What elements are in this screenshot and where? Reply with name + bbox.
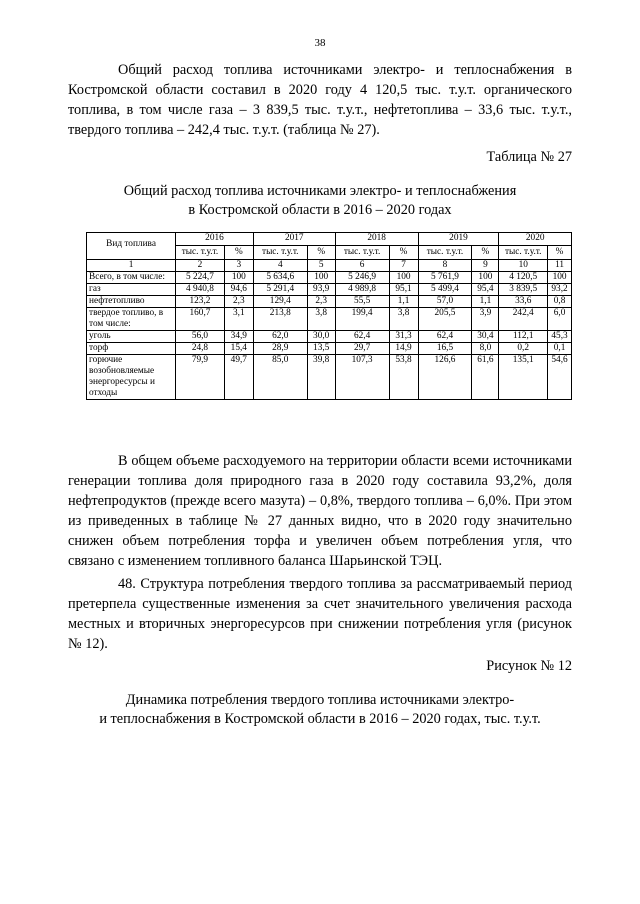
- table-cell: 100: [389, 272, 418, 284]
- table-cell: 3,8: [307, 308, 335, 331]
- table-row: [87, 331, 572, 343]
- column-numbers-row: [87, 260, 572, 272]
- figure-title-line2: и теплоснабжения в Костромской области в 2016 – 2020 годах, тыс. т.у.т.: [99, 711, 541, 727]
- table-row: [87, 343, 572, 355]
- table-body: [87, 272, 572, 400]
- header-unit: тыс. т.у.т.: [335, 246, 389, 260]
- table-cell: 3,9: [472, 308, 499, 331]
- row-label: газ: [87, 284, 176, 296]
- table-cell: 15,4: [224, 343, 253, 355]
- header-unit: тыс. т.у.т.: [499, 246, 548, 260]
- table-cell: 3 839,5: [499, 284, 548, 296]
- table-cell: 4 989,8: [335, 284, 389, 296]
- table-cell: 112,1: [499, 331, 548, 343]
- table-cell: 95,4: [472, 284, 499, 296]
- table-cell: 39,8: [307, 355, 335, 400]
- column-number: 3: [224, 260, 253, 272]
- table-title-line1: Общий расход топлива источниками электро- и теплоснабжения: [123, 183, 517, 199]
- table-cell: 14,9: [389, 343, 418, 355]
- table-cell: 123,2: [176, 296, 225, 308]
- table-cell: 3,1: [224, 308, 253, 331]
- table-cell: 95,1: [389, 284, 418, 296]
- table-cell: 34,9: [224, 331, 253, 343]
- table-row: [87, 308, 572, 331]
- column-number: 6: [335, 260, 389, 272]
- table-cell: 33,6: [499, 296, 548, 308]
- table-cell: 6,0: [548, 308, 572, 331]
- table-cell: 30,0: [307, 331, 335, 343]
- fuel-consumption-table: [86, 232, 572, 400]
- table-cell: 29,7: [335, 343, 389, 355]
- table-cell: 61,6: [472, 355, 499, 400]
- header-percent: %: [389, 246, 418, 260]
- table-cell: 205,5: [418, 308, 472, 331]
- table-cell: 30,4: [472, 331, 499, 343]
- table-cell: 54,6: [548, 355, 572, 400]
- table-cell: 62,4: [418, 331, 472, 343]
- header-percent: %: [307, 246, 335, 260]
- table-cell: 242,4: [499, 308, 548, 331]
- table-cell: 62,0: [253, 331, 307, 343]
- table-cell: 100: [472, 272, 499, 284]
- table-cell: 2,3: [224, 296, 253, 308]
- header-percent: %: [472, 246, 499, 260]
- paragraph-3: 48. Структура потребления твердого топлива за рассматриваемый период претерпела существенные изменения за счет значительного увеличения расхода местных и вторичных энергоресурсов при снижении потребления угля (рисунок № 12).: [68, 576, 572, 652]
- row-label: нефтетопливо: [87, 296, 176, 308]
- table-cell: 100: [224, 272, 253, 284]
- table-caption: Таблица № 27: [486, 149, 572, 165]
- column-number: 11: [548, 260, 572, 272]
- table-cell: 85,0: [253, 355, 307, 400]
- header-unit: тыс. т.у.т.: [253, 246, 307, 260]
- table-cell: 13,5: [307, 343, 335, 355]
- table-cell: 79,9: [176, 355, 225, 400]
- table-row: [87, 272, 572, 284]
- figure-title: [60, 691, 580, 729]
- header-unit: тыс. т.у.т.: [418, 246, 472, 260]
- table-title-line2: в Костромской области в 2016 – 2020 годах: [188, 202, 452, 218]
- table-cell: 1,1: [389, 296, 418, 308]
- table-row: [87, 284, 572, 296]
- table-cell: 62,4: [335, 331, 389, 343]
- table-cell: 100: [548, 272, 572, 284]
- table-cell: 107,3: [335, 355, 389, 400]
- table-cell: 135,1: [499, 355, 548, 400]
- table-cell: 5 634,6: [253, 272, 307, 284]
- header-fuel-type: Вид топлива: [87, 233, 176, 260]
- page-number: 38: [314, 37, 326, 49]
- row-label: Всего, в том числе:: [87, 272, 176, 284]
- figure-caption: Рисунок № 12: [486, 658, 572, 674]
- column-number: 4: [253, 260, 307, 272]
- table-cell: 93,2: [548, 284, 572, 296]
- column-number: 5: [307, 260, 335, 272]
- column-number: 7: [389, 260, 418, 272]
- column-number: 2: [176, 260, 225, 272]
- table-row: [87, 296, 572, 308]
- table-cell: 0,8: [548, 296, 572, 308]
- column-number: 1: [87, 260, 176, 272]
- table-cell: 94,6: [224, 284, 253, 296]
- row-label: горючие возобновляемые энергоресурсы и отходы: [87, 355, 176, 400]
- column-number: 9: [472, 260, 499, 272]
- table-cell: 100: [307, 272, 335, 284]
- table-cell: 5 224,7: [176, 272, 225, 284]
- table-cell: 5 291,4: [253, 284, 307, 296]
- table-cell: 2,3: [307, 296, 335, 308]
- table-cell: 213,8: [253, 308, 307, 331]
- table-cell: 0,1: [548, 343, 572, 355]
- header-year-2016: 2016: [176, 233, 254, 246]
- header-percent: %: [548, 246, 572, 260]
- column-number: 8: [418, 260, 472, 272]
- figure-title-line1: Динамика потребления твердого топлива источниками электро-: [125, 692, 515, 708]
- table-cell: 5 499,4: [418, 284, 472, 296]
- table-row: [87, 355, 572, 400]
- table-cell: 4 120,5: [499, 272, 548, 284]
- table-cell: 199,4: [335, 308, 389, 331]
- table-cell: 31,3: [389, 331, 418, 343]
- table-cell: 24,8: [176, 343, 225, 355]
- intro-paragraph: Общий расход топлива источниками электро- и теплоснабжения в Костромской области составил в 2020 году 4 120,5 тыс. т.у.т. органического топлива, в том числе газа – 3 839,5 тыс. т.у.т., нефтетоплива – 33,6 тыс. т.у.т., твердого топлива – 242,4 тыс. т.у.т. (таблица № 27).: [68, 62, 572, 138]
- header-unit: тыс. т.у.т.: [176, 246, 225, 260]
- row-label: твердое топливо, в том числе:: [87, 308, 176, 331]
- row-label: уголь: [87, 331, 176, 343]
- header-year-2019: 2019: [418, 233, 499, 246]
- table-cell: 3,8: [389, 308, 418, 331]
- table-cell: 49,7: [224, 355, 253, 400]
- table-cell: 93,9: [307, 284, 335, 296]
- table-cell: 0,2: [499, 343, 548, 355]
- table-cell: 57,0: [418, 296, 472, 308]
- table-cell: 4 940,8: [176, 284, 225, 296]
- table-cell: 56,0: [176, 331, 225, 343]
- header-year-2020: 2020: [499, 233, 572, 246]
- column-number: 10: [499, 260, 548, 272]
- table-cell: 126,6: [418, 355, 472, 400]
- header-year-2018: 2018: [335, 233, 418, 246]
- table-cell: 55,5: [335, 296, 389, 308]
- paragraph-2: В общем объеме расходуемого на территории области всеми источниками генерации топлива доля природного газа в 2020 году составила 93,2%, доля нефтепродуктов (прежде всего мазута) – 0,8%, твердого топлива – 6,0%. При этом из приведенных в таблице № 27 данных видно, что в 2020 году значительно снижен объем потребления торфа и увеличен объем потребления угля, что связано с изменением топливного баланса Шарьинской ТЭЦ.: [68, 453, 572, 569]
- table-cell: 129,4: [253, 296, 307, 308]
- table-cell: 45,3: [548, 331, 572, 343]
- table-cell: 28,9: [253, 343, 307, 355]
- row-label: торф: [87, 343, 176, 355]
- header-year-2017: 2017: [253, 233, 335, 246]
- table-cell: 5 246,9: [335, 272, 389, 284]
- table-cell: 53,8: [389, 355, 418, 400]
- table-cell: 1,1: [472, 296, 499, 308]
- table-title: [60, 182, 580, 220]
- table-cell: 16,5: [418, 343, 472, 355]
- table-cell: 5 761,9: [418, 272, 472, 284]
- table-cell: 8,0: [472, 343, 499, 355]
- header-percent: %: [224, 246, 253, 260]
- table-cell: 160,7: [176, 308, 225, 331]
